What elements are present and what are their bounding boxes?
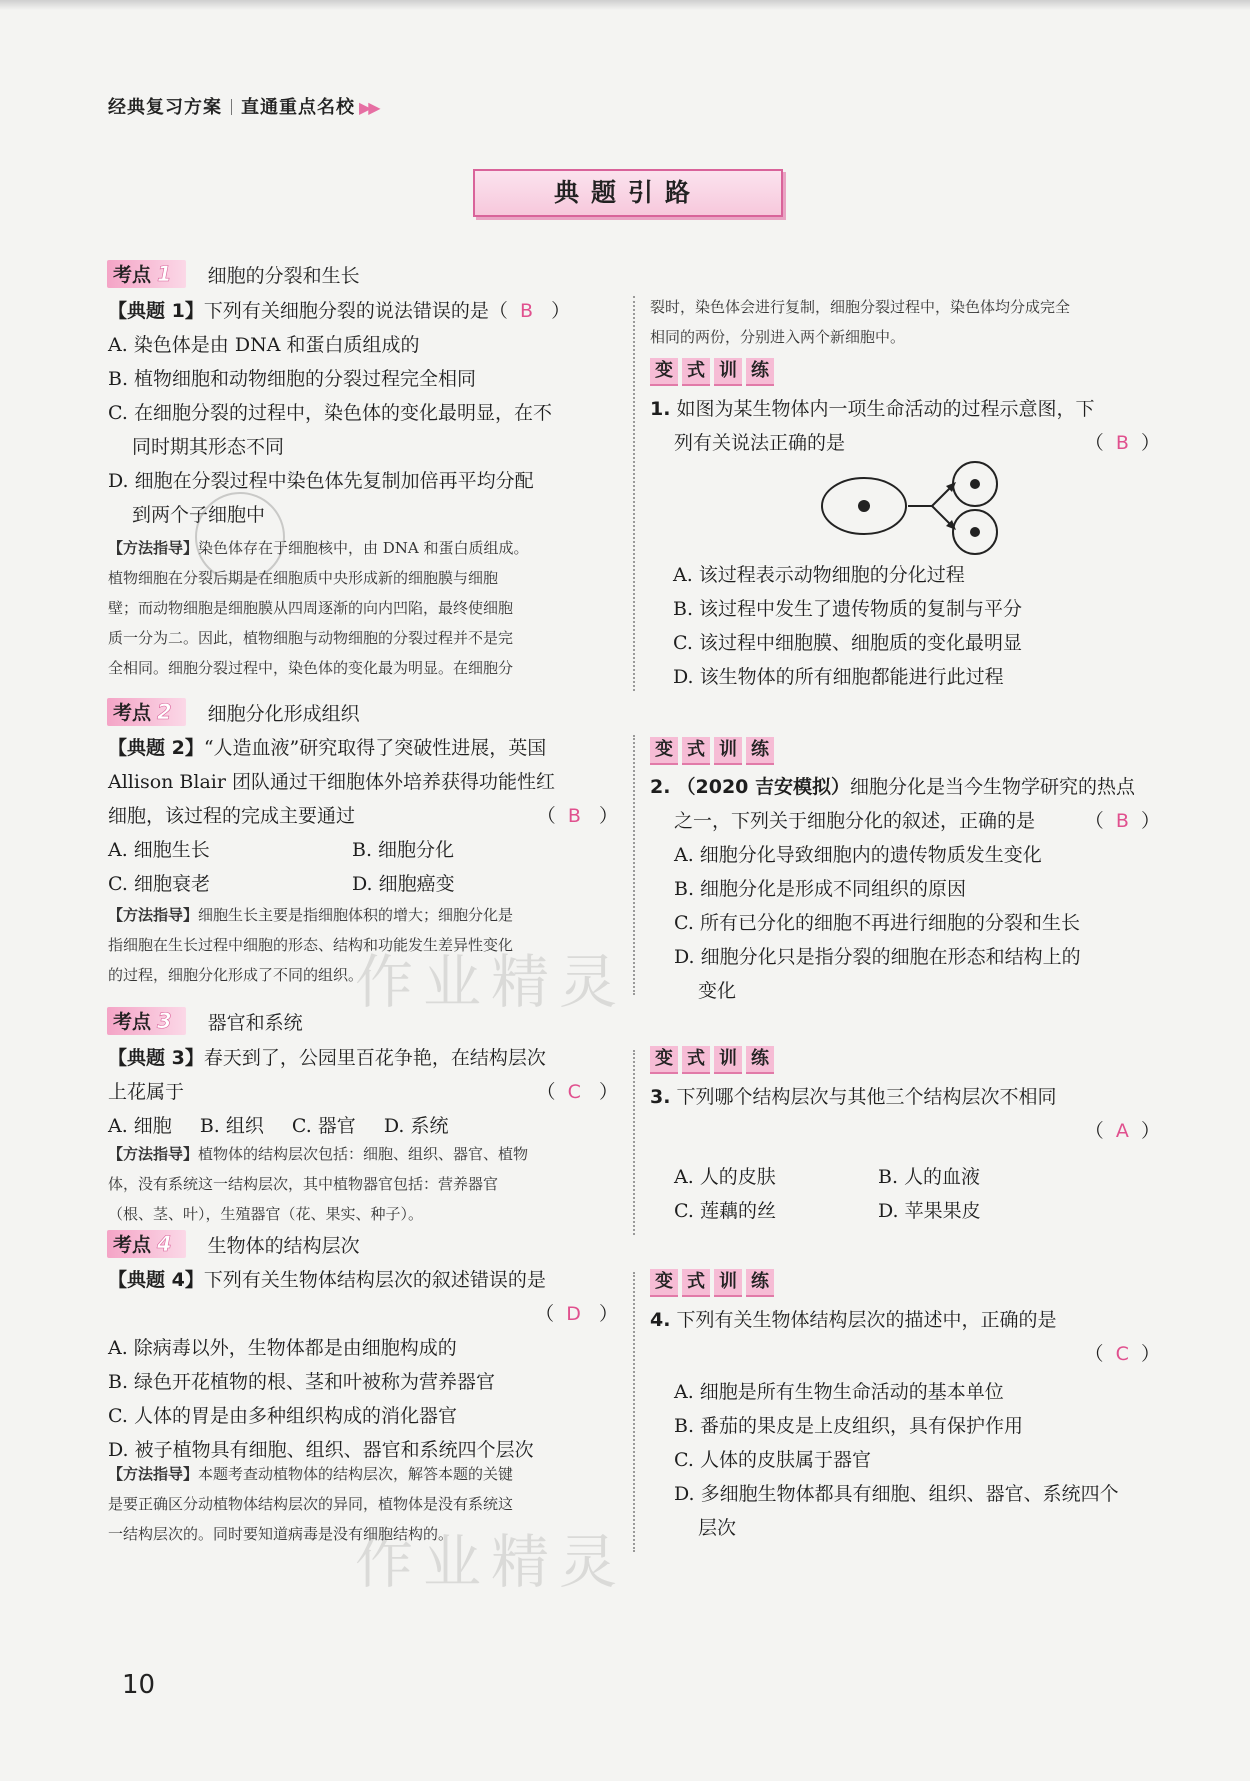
section-tag: 考点 3 (107, 1007, 186, 1035)
section-heading-4 (107, 1229, 360, 1259)
practice-label: 变 式 训 练 (650, 737, 774, 765)
series-name: 经典复习方案 (108, 97, 222, 118)
example-2: 【典题 2】“人造血液”研究取得了突破性进展，英国 Allison Blair 团队通过干细胞体外培养获得功能性红 细胞，该过程的完成主要通过 （ B ） A. 细胞生长 B. 细胞分化 C. 细胞衰老 D. 细胞癌变 (108, 737, 618, 895)
column-divider (633, 296, 635, 691)
answer: C (1115, 1343, 1129, 1365)
section-title: 细胞的分裂和生长 (207, 264, 360, 287)
question-4: 4. 下列有关生物体结构层次的描述中，正确的是 （ C ） A. 细胞是所有生物生命活动的基本单位 B. 番茄的果皮是上皮组织，具有保护作用 C. 人体的皮肤属于器官 D. 多细胞生物体都具有细胞、组织、器官、系统四个 层次 (650, 1309, 1160, 1539)
daughter-nucleus-2 (970, 527, 980, 537)
example-4: 【典题 4】下列有关生物体结构层次的叙述错误的是 （ D ） A. 除病毒以外，生物体都是由细胞构成的 B. 绿色开花植物的根、茎和叶被称为营养器官 C. 人体的胃是由多种组织构成的消化器官 D. 被子植物具有细胞、组织、器官和系统四个层次 (108, 1269, 618, 1461)
section-title: 细胞分化形成组织 (207, 702, 360, 725)
practice-label: 变 式 训 练 (650, 1269, 774, 1297)
practice-label: 变 式 训 练 (650, 1046, 774, 1074)
cell-division-diagram (820, 460, 1010, 560)
section-heading-2 (107, 697, 360, 727)
series-slogan: 直通重点名校 (241, 97, 355, 118)
page-header (108, 93, 378, 119)
section-title: 器官和系统 (207, 1011, 303, 1034)
answer: B (1115, 432, 1129, 454)
answer: A (1115, 1120, 1129, 1142)
column-divider (633, 1050, 635, 1235)
section-tag: 考点 4 (107, 1230, 186, 1258)
daughter-nucleus-1 (970, 479, 980, 489)
watermark: 作业精灵 (355, 1528, 628, 1596)
method-guide-1: 【方法指导】染色体存在于细胞核中，由 DNA 和蛋白质组成。 植物细胞在分裂后期是在细胞质中央形成新的细胞膜与细胞 壁；而动物细胞是细胞膜从四周逐渐的向内凹陷，最终使细胞 质一分为二。因此，植物细胞与动物细胞的分裂过程并不是完 全相同。细胞分裂过程中，染色体的变化最为明显。在细胞分 (108, 539, 529, 677)
column-divider (633, 1272, 635, 1552)
method-guide-4: 【方法指导】本题考查动植物体的结构层次，解答本题的关键 是要正确区分动植物体结构层次的异同，植物体是没有系统这 一结构层次的。同时要知道病毒是没有细胞结构的。 (108, 1465, 514, 1543)
answer: D (566, 1303, 581, 1325)
question-1-options: A. 该过程表示动物细胞的分化过程 B. 该过程中发生了遗传物质的复制与平分 C. 该过程中细胞膜、细胞质的变化最明显 D. 该生物体的所有细胞都能进行此过程 (673, 564, 1023, 688)
section-title: 生物体的结构层次 (207, 1234, 360, 1257)
example-1: 【典题 1】下列有关细胞分裂的说法错误的是（ B ） A. 染色体是由 DNA 和蛋白质组成的 B. 植物细胞和动物细胞的分裂过程完全相同 C. 在细胞分裂的过程中，染色体的变化最明显，在不 同时期其形态不同 D. 细胞在分裂过程中染色体先复制加倍再平均分配 到两个子细胞中 (108, 300, 571, 526)
question-1: 1. 如图为某生物体内一项生命活动的过程示意图，下 列有关说法正确的是 （ B ） (650, 398, 1160, 454)
answer: B (567, 805, 581, 827)
page-title: 典题引路 (473, 169, 783, 217)
section-heading-1 (107, 259, 360, 289)
question-3: 3. 下列哪个结构层次与其他三个结构层次不相同 （ A ） A. 人的皮肤 B. 人的血液 C. 莲藕的丝 D. 苹果果皮 (650, 1086, 1160, 1222)
method-guide-2: 【方法指导】细胞生长主要是指细胞体积的增大；细胞分化是 指细胞在生长过程中细胞的形态、结构和功能发生差异性变化 的过程，细胞分化形成了不同的组织。 (108, 906, 514, 984)
page-number: 10 (122, 1670, 156, 1700)
answer: B (1115, 810, 1129, 832)
answer: B (519, 300, 533, 322)
practice-label: 变 式 训 练 (650, 358, 774, 386)
section-tag: 考点 2 (107, 698, 186, 726)
example-3: 【典题 3】春天到了，公园里百花争艳，在结构层次 上花属于 （ C ） A. 细胞 B. 组织 C. 器官 D. 系统 (108, 1047, 618, 1137)
parent-nucleus (858, 500, 870, 512)
method-guide-1-continued: 裂时，染色体会进行复制，细胞分裂过程中，染色体均分成完全 相同的两份，分别进入两个新细胞中。 (650, 298, 1071, 346)
double-arrow-icon: ▶▶ (359, 98, 378, 117)
method-guide-3: 【方法指导】植物体的结构层次包括：细胞、组织、器官、植物 体，没有系统这一结构层次，其中植物器官包括：营养器官 （根、茎、叶），生殖器官（花、果实、种子）。 (108, 1145, 529, 1223)
answer: C (567, 1081, 581, 1103)
section-tag: 考点 1 (107, 260, 186, 288)
header-separator (231, 99, 232, 115)
watermark: 作业精灵 (355, 948, 628, 1016)
question-2: 2. （2020 吉安模拟）细胞分化是当今生物学研究的热点 之一，下列关于细胞分化的叙述，正确的是 （ B ） A. 细胞分化导致细胞内的遗传物质发生变化 B. 细胞分化是形成不同组织的原因 C. 所有已分化的细胞不再进行细胞的分裂和生长 D. 细胞分化只是指分裂的细胞在形态和结构上的 变化 (650, 776, 1160, 1002)
column-divider (633, 735, 635, 995)
scan-edge (0, 0, 1250, 10)
section-heading-3 (107, 1006, 303, 1036)
